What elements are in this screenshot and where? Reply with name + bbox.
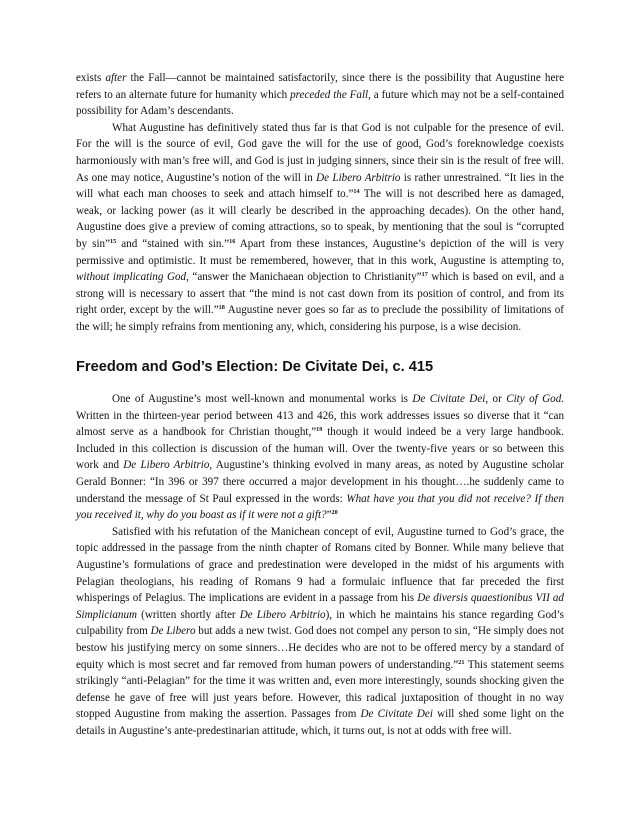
text-run: a future which may not be a self-contained possibility for Adam’s descendants. bbox=[76, 88, 564, 118]
text-run: is rather unrestrained. “It lies in the will what each man chooses to seek and attach himself to.” bbox=[76, 171, 564, 201]
text-run: (written shortly after bbox=[137, 608, 240, 621]
italic-text: De Libero Arbitrio bbox=[239, 608, 326, 621]
text-run: One of Augustine’s most well-known and monumental works is bbox=[112, 393, 413, 405]
text-run: Satisfied with his refutation of the Manichean concept of evil, Augustine turned to God’s grace, the topic addressed in the passage from the ninth chapter of Romans cited by Bonner. While many believe that Augustine’s formulations of grace and predestination were developed in the midst of his arguments with Pelagian theologians, his reading of Romans 9 had a formulaic influence that far preceded the first whisperings of Pelagius. The implications are evident in a passage from his bbox=[76, 525, 564, 605]
text-run: Augustine never goes so far as to preclude the possibility of limitations of the will; he simply refrains from mentioning any, which, considering his purpose, is a wise decision. bbox=[76, 304, 564, 333]
text-run: though it would indeed be a very large handbook. Included in this collection is discussion of the human will. Over the twenty-five years or so between this work and bbox=[76, 426, 564, 472]
paragraph-2 bbox=[76, 120, 564, 336]
text-run: the Fall—cannot be maintained satisfactorily, since there is the possibility that Augustine here refers to an alternate future for humanity which bbox=[76, 72, 564, 101]
italic-text: City of God. bbox=[506, 393, 565, 405]
italic-text: De diversis quaestionibus VII ad Simplicianum bbox=[76, 592, 564, 621]
paragraph-3 bbox=[76, 391, 564, 524]
italic-text: after bbox=[105, 72, 127, 84]
text-run: ” bbox=[326, 509, 332, 522]
italic-text: What have you that you did not receive? If then you received it, why do you boast as if it were not a gift? bbox=[76, 492, 565, 522]
text-run: Apart from these instances, Augustine’s depiction of the will is very permissive and optimistic. It must be remembered, however, that in this work, Augustine is attempting to, bbox=[76, 237, 564, 267]
footnote-ref: 18 bbox=[218, 304, 225, 312]
text-run: This statement seems strikingly “anti-Pelagian” for the time it was written and, even more interestingly, sounds shocking given the defense he gave of free will just years before. However, this radical juxtaposition of thought in no way stopped Augustine from making the assertion. Passages from bbox=[76, 658, 565, 721]
italic-text: De Civitate Dei bbox=[360, 708, 433, 721]
section-freedom-election bbox=[76, 391, 564, 739]
footnote-ref: 20 bbox=[331, 509, 338, 517]
italic-text: De Civitate Dei bbox=[412, 393, 486, 405]
text-run: which is based on evil, and a strong will is necessary to assert that “the mind is not cast down from its position of control, and from its right order, except by the will.” bbox=[76, 271, 564, 317]
footnote-ref: 14 bbox=[353, 188, 360, 196]
footnote-ref: 21 bbox=[458, 658, 465, 666]
text-run: ), in which he maintains his stance regarding God’s culpability from bbox=[76, 608, 564, 638]
section-intro bbox=[76, 70, 564, 336]
paragraph-4 bbox=[76, 524, 564, 740]
text-run: will shed some light on the details in Augustine’s ante-predestinarian attitude, which, it turns out, is not at odds with free will. bbox=[76, 708, 564, 737]
footnote-ref: 16 bbox=[229, 237, 236, 245]
italic-text: De Libero Arbitrio bbox=[123, 459, 210, 472]
footnote-ref: 19 bbox=[316, 426, 323, 434]
italic-text: preceded the Fall, bbox=[290, 88, 371, 101]
text-run: but adds a new twist. God does not compel any person to sin, “He simply does not bestow his justifying mercy on some sinners…He decides who are not to be offered mercy by a standard of equity which is most secret and far removed from human powers of understanding.” bbox=[76, 625, 564, 671]
text-run: “answer the Manichaean objection to Christianity” bbox=[188, 271, 422, 284]
text-run: , or bbox=[485, 393, 507, 405]
text-run: , Augustine’s thinking evolved in many areas, as noted by Augustine scholar Gerald Bonner: “In 396 or 397 there occurred a major development in his thought….he suddenly came to understand the message of St Paul expressed in the words: bbox=[76, 459, 564, 505]
text-run: The will is not described here as damaged, weak, or lacking power (as it will clearly be described in the approaching decades). On the other hand, Augustine does give a preview of coming attractions, so to speak, by mentioning that the soul is “corrupted by sin” bbox=[76, 188, 564, 250]
footnote-ref: 15 bbox=[110, 237, 117, 245]
italic-text: De Libero Arbitrio bbox=[316, 171, 401, 184]
text-run: exists bbox=[76, 72, 106, 84]
paragraph-1 bbox=[76, 70, 564, 120]
section-heading: Freedom and God’s Election: De Civitate Dei, c. 415 bbox=[76, 359, 434, 375]
italic-text: De Libero bbox=[150, 625, 196, 638]
text-run: Written in the thirteen-year period between 413 and 426, this work addresses issues so diverse that it “can almost serve as a handbook for Christian thought,” bbox=[76, 409, 564, 439]
text-run: What Augustine has definitively stated thus far is that God is not culpable for the presence of evil. For the will is the source of evil, God gave the will for the use of good, God’s foreknowledge coexists harmoniously with man’s free will, and God is just in judging sinners, since their sin is the result of free will. As one may notice, Augustine’s notion of the will in bbox=[76, 121, 564, 184]
italic-text: without implicating God, bbox=[76, 271, 189, 284]
footnote-ref: 17 bbox=[421, 271, 428, 279]
text-run: and “stained with sin.” bbox=[116, 237, 230, 250]
